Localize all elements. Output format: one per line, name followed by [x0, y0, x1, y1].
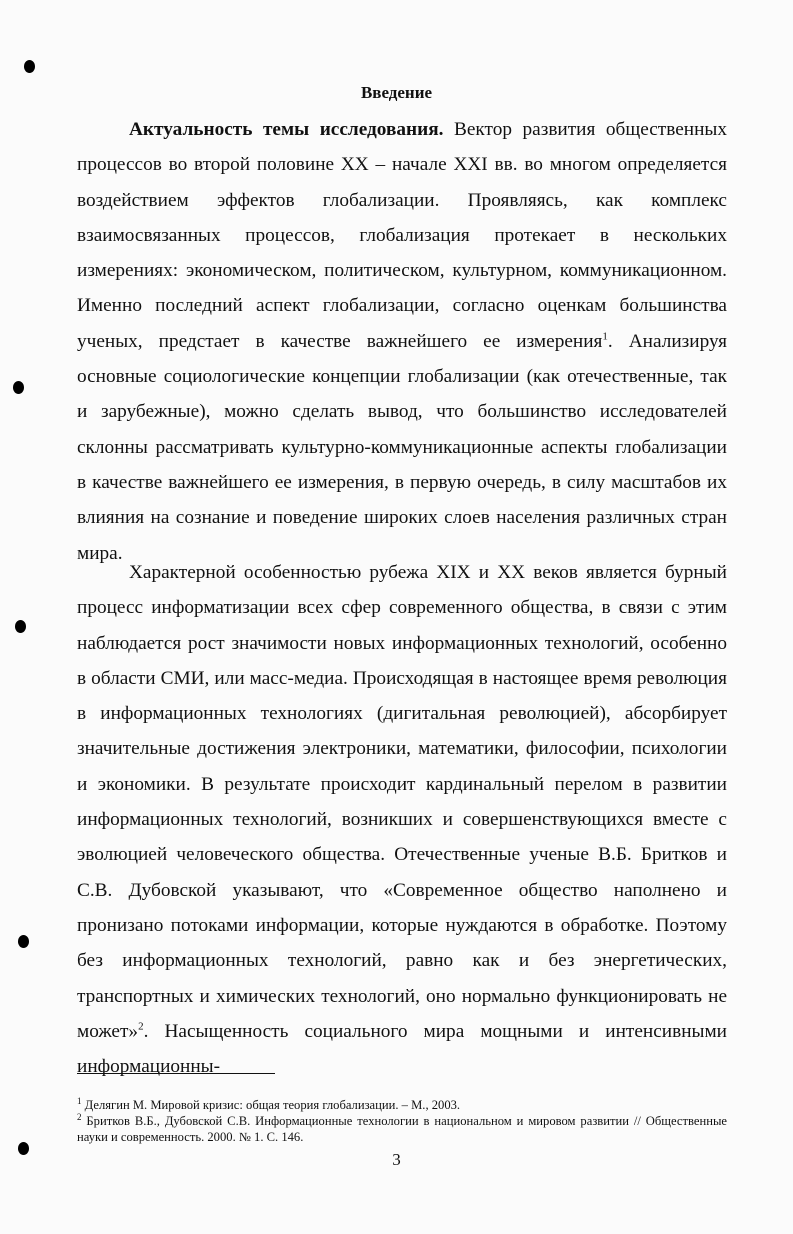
footnote-2 — [77, 1113, 727, 1145]
paragraph-text: Характерной особенностью рубежа XIX и XX веков является бурный процесс информатизации всех сфер современного общества, в связи с этим наблюдается рост значимости новых информационных технологий, особенно в области СМИ, или масс-медиа. Происходящая в настоящее время революция в информационных технологиях (дигитальная революцией), абсорбирует значительные достижения электроники, математики, философии, психологии и экономики. В результате происходит кардинальный перелом в развитии информационных технологий, возникших и совершенствующихся вместе с эволюцией человеческого общества. Отечественные ученые В.Б. Бритков и С.В. Дубовской указывают, что «Современное общество наполнено и пронизано потоками информации, которые нуждаются в обработке. Поэтому без информационных технологий, равно как и без энергетических, транспортных и химических технологий, оно нормально функционировать не может» — [77, 562, 727, 1042]
footnote-ref[interactable]: 2 — [138, 1020, 144, 1033]
paragraph-relevance — [77, 112, 727, 571]
binding-hole-mark — [18, 935, 29, 948]
binding-hole-mark — [15, 620, 26, 633]
footnote-mark: 2 — [77, 1111, 82, 1122]
footnote-text: Делягин М. Мировой кризис: общая теория глобализации. – М., 2003. — [81, 1098, 461, 1112]
binding-hole-mark — [13, 381, 24, 394]
paragraph-text: Вектор развития общественных процессов во второй половине XX – начале XXI вв. во многом определяется воздействием эффектов глобализации. Проявляясь, как комплекс взаимосвязанных процессов, глобализация протекает в нескольких измерениях: экономическом, политическом, культурном, коммуникационном. Именно последний аспект глобализации, согласно оценкам большинства ученых, предстает в качестве важнейшего ее измерения — [77, 119, 727, 352]
paragraph-text: . Анализируя основные социологические концепции глобализации (как отечественные, так и зарубежные), можно сделать вывод, что большинство исследователей склонны рассматривать культурно-коммуникационные аспекты глобализации в качестве важнейшего ее измерения, в первую очередь, в силу масштабов их влияния на сознание и поведение широких слоев населения различных стран мира. — [77, 330, 727, 564]
footnote-text: Бритков В.Б., Дубовской С.В. Информационные технологии в национальном и мировом развитии // Общественные науки и современность. 2000. № 1. С. 146. — [77, 1114, 727, 1144]
footnote-mark: 1 — [77, 1095, 82, 1106]
paragraph-lead: Актуальность темы исследования. — [129, 119, 444, 140]
footnote-ref[interactable]: 1 — [602, 330, 608, 343]
page-number: 3 — [392, 1150, 401, 1169]
footnote-separator — [77, 1073, 275, 1074]
footnote-1 — [77, 1097, 727, 1113]
footnotes — [77, 1097, 727, 1145]
paragraph-text: . Насыщенность социального мира мощными и интенсивными информационны- — [77, 1020, 727, 1078]
binding-hole-mark — [24, 60, 35, 73]
paragraph-informatization — [77, 555, 727, 1084]
section-title: Введение — [360, 83, 433, 102]
